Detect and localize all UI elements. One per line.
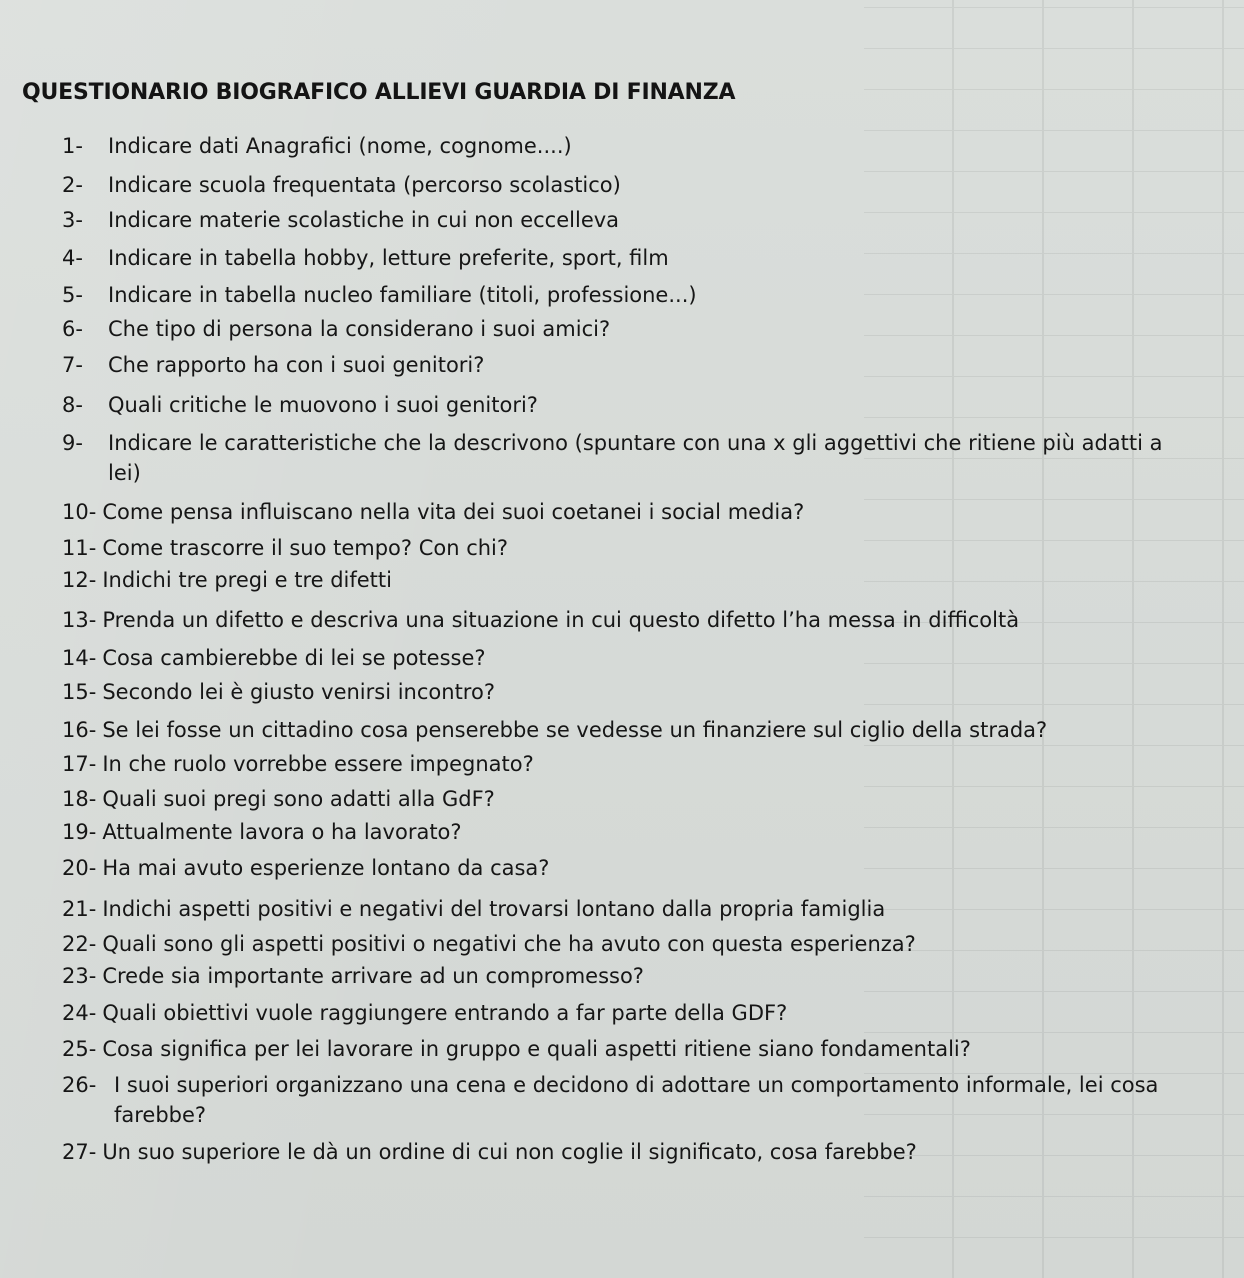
question-text: Se lei fosse un cittadino cosa penserebbe se vedesse un finanziere sul ciglio della strada? xyxy=(102,718,1048,742)
document-title: QUESTIONARIO BIOGRAFICO ALLIEVI GUARDIA DI FINANZA xyxy=(22,80,736,105)
question-number: 25- xyxy=(62,1037,97,1061)
question-item xyxy=(62,817,462,847)
question-item xyxy=(62,170,621,200)
question-item xyxy=(62,1034,971,1064)
question-item xyxy=(62,961,644,991)
question-text: Quali critiche le muovono i suoi genitori? xyxy=(108,393,538,417)
question-item xyxy=(62,605,1019,635)
question-text: Che tipo di persona la considerano i suoi amici? xyxy=(108,317,611,341)
question-number: 24- xyxy=(62,1001,97,1025)
question-number: 3- xyxy=(62,208,83,232)
question-item xyxy=(62,1137,917,1167)
question-number: 11- xyxy=(62,536,97,560)
question-number: 13- xyxy=(62,608,97,632)
question-item xyxy=(62,565,392,595)
question-number: 14- xyxy=(62,646,97,670)
question-item xyxy=(62,350,484,380)
question-text: Cosa cambierebbe di lei se potesse? xyxy=(102,646,486,670)
question-text: Come trascorre il suo tempo? Con chi? xyxy=(102,536,509,560)
question-number: 27- xyxy=(62,1140,97,1164)
question-text: Secondo lei è giusto venirsi incontro? xyxy=(102,680,495,704)
question-number: 6- xyxy=(62,317,83,341)
question-text: Indichi tre pregi e tre difetti xyxy=(102,568,392,592)
question-text: In che ruolo vorrebbe essere impegnato? xyxy=(102,752,534,776)
question-item xyxy=(62,784,495,814)
question-item xyxy=(62,894,885,924)
question-text: Indicare scuola frequentata (percorso scolastico) xyxy=(108,173,621,197)
question-item xyxy=(62,205,619,235)
question-item xyxy=(62,1070,1194,1130)
question-item xyxy=(62,749,534,779)
question-text: Indicare le caratteristiche che la descrivono (spuntare con una x gli aggettivi che ritiene più adatti a lei) xyxy=(108,431,1163,485)
question-text: Prenda un difetto e descriva una situazione in cui questo difetto l’ha messa in difficoltà xyxy=(102,608,1020,632)
question-item xyxy=(62,280,697,310)
question-item xyxy=(62,929,916,959)
question-number: 22- xyxy=(62,932,97,956)
question-number: 21- xyxy=(62,897,97,921)
question-text: Quali suoi pregi sono adatti alla GdF? xyxy=(102,787,495,811)
question-item xyxy=(62,390,538,420)
question-item xyxy=(62,853,549,883)
question-text: Come pensa influiscano nella vita dei suoi coetanei i social media? xyxy=(102,500,805,524)
question-item xyxy=(62,131,572,161)
question-text: Quali sono gli aspetti positivi o negativi che ha avuto con questa esperienza? xyxy=(102,932,916,956)
question-text: Crede sia importante arrivare ad un compromesso? xyxy=(102,964,644,988)
question-text: Indicare in tabella hobby, letture preferite, sport, film xyxy=(108,246,669,270)
question-text: Indicare dati Anagrafici (nome, cognome....) xyxy=(108,134,572,158)
question-text: I suoi superiori organizzano una cena e decidono di adottare un comportamento informale, lei cosa farebbe? xyxy=(114,1073,1159,1127)
question-text: Un suo superiore le dà un ordine di cui non coglie il significato, cosa farebbe? xyxy=(102,1140,917,1164)
question-number: 17- xyxy=(62,752,97,776)
question-number: 2- xyxy=(62,173,83,197)
question-number: 9- xyxy=(62,431,83,455)
question-number: 8- xyxy=(62,393,83,417)
question-text: Indichi aspetti positivi e negativi del trovarsi lontano dalla propria famiglia xyxy=(102,897,886,921)
question-text: Indicare in tabella nucleo familiare (titoli, professione...) xyxy=(108,283,697,307)
question-number: 19- xyxy=(62,820,97,844)
question-number: 18- xyxy=(62,787,97,811)
question-number: 23- xyxy=(62,964,97,988)
question-text: Attualmente lavora o ha lavorato? xyxy=(102,820,462,844)
question-number: 5- xyxy=(62,283,83,307)
question-item xyxy=(62,497,804,527)
question-number: 1- xyxy=(62,134,83,158)
question-number: 15- xyxy=(62,680,97,704)
question-item xyxy=(62,998,787,1028)
question-item xyxy=(62,533,508,563)
question-number: 7- xyxy=(62,353,83,377)
question-number: 10- xyxy=(62,500,97,524)
question-number: 12- xyxy=(62,568,97,592)
question-item xyxy=(62,715,1047,745)
question-item xyxy=(62,243,669,273)
question-text: Indicare materie scolastiche in cui non eccelleva xyxy=(108,208,620,232)
question-number: 4- xyxy=(62,246,83,270)
question-text: Cosa significa per lei lavorare in gruppo e quali aspetti ritiene siano fondamentali? xyxy=(102,1037,971,1061)
question-item xyxy=(62,677,495,707)
question-number: 16- xyxy=(62,718,97,742)
question-number: 26- xyxy=(62,1073,97,1097)
question-item xyxy=(62,314,610,344)
question-text: Ha mai avuto esperienze lontano da casa? xyxy=(102,856,550,880)
question-number: 20- xyxy=(62,856,97,880)
question-item xyxy=(62,428,1188,488)
question-item xyxy=(62,643,486,673)
question-text: Che rapporto ha con i suoi genitori? xyxy=(108,353,485,377)
question-text: Quali obiettivi vuole raggiungere entrando a far parte della GDF? xyxy=(102,1001,788,1025)
